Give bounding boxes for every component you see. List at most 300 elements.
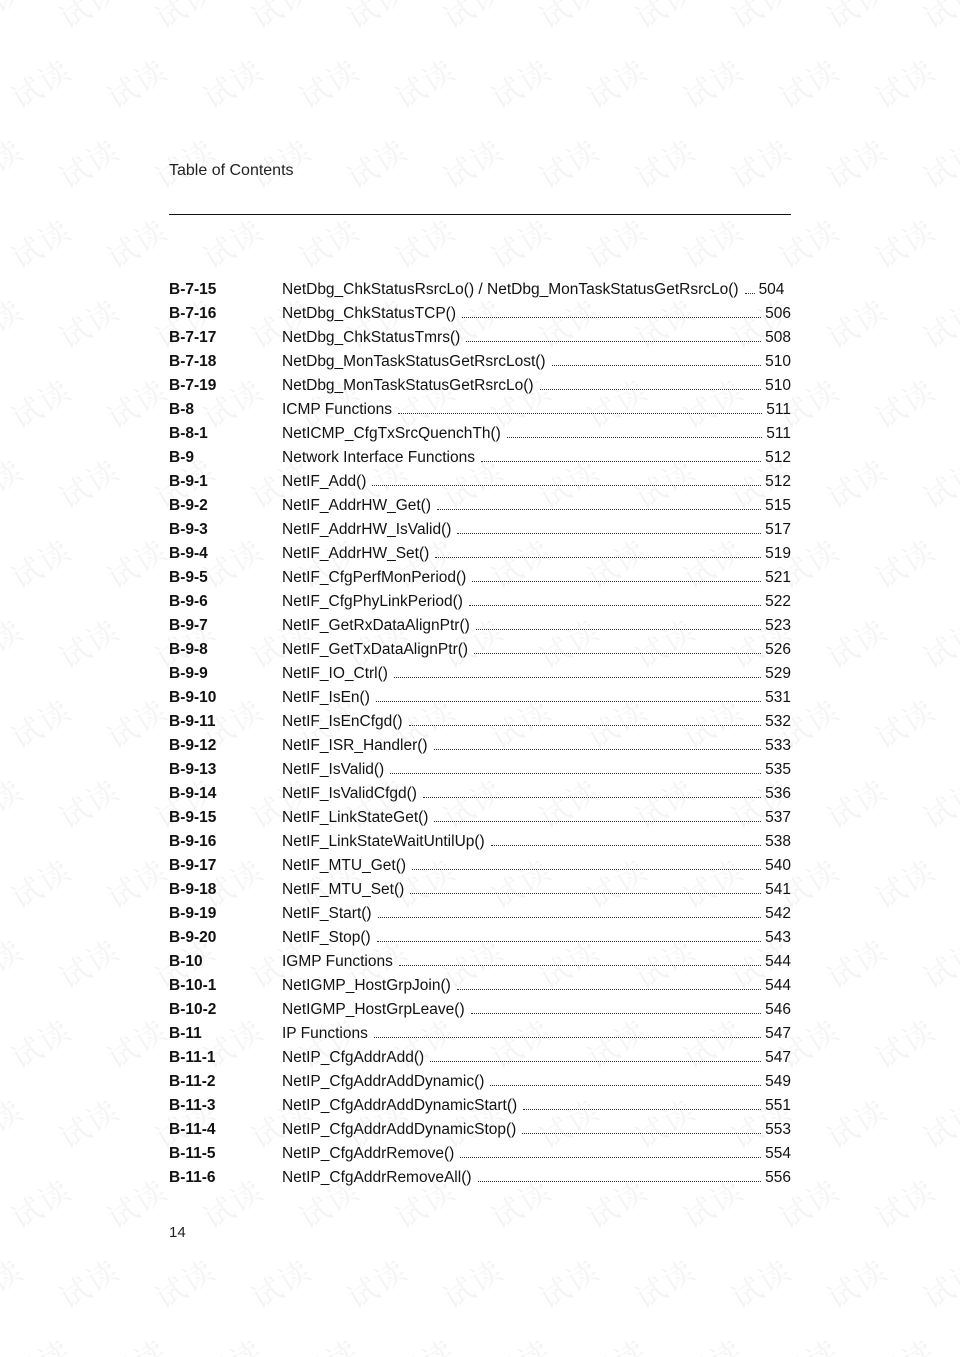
watermark-text xyxy=(193,206,271,277)
watermark-text xyxy=(49,766,127,837)
toc-section-number: B-11 xyxy=(169,1025,202,1042)
watermark-text xyxy=(865,846,943,917)
toc-entry-line xyxy=(282,806,791,830)
watermark-text xyxy=(673,206,751,277)
toc-page-number: 523 xyxy=(765,617,791,634)
toc-section-number: B-7-16 xyxy=(169,305,217,322)
toc-entry-title: NetIF_GetRxDataAlignPtr() xyxy=(282,617,470,634)
toc-entry-title: NetIF_MTU_Set() xyxy=(282,881,405,898)
toc-entry-title: NetIF_Add() xyxy=(282,473,367,490)
table-of-contents xyxy=(169,278,791,1190)
watermark-text xyxy=(721,0,799,38)
toc-section-number: B-10 xyxy=(169,953,203,970)
watermark-text xyxy=(0,926,31,997)
toc-entry[interactable] xyxy=(169,854,791,878)
toc-page-number: 517 xyxy=(765,521,791,538)
toc-entry-line xyxy=(282,470,791,494)
watermark-text xyxy=(0,606,31,677)
toc-page-number: 544 xyxy=(765,977,791,994)
toc-entry[interactable] xyxy=(169,686,791,710)
toc-section-number: B-9 xyxy=(169,449,194,466)
toc-entry-line xyxy=(282,1046,791,1070)
toc-entry-title: NetIP_CfgAddrAdd() xyxy=(282,1049,425,1066)
toc-section-number: B-9-16 xyxy=(169,833,217,850)
toc-entry-line xyxy=(282,1070,791,1094)
toc-section-number: B-9-12 xyxy=(169,737,217,754)
toc-entry-title: NetIF_LinkStateWaitUntilUp() xyxy=(282,833,485,850)
toc-dot-leader xyxy=(466,341,761,342)
toc-section-number: B-9-10 xyxy=(169,689,217,706)
watermark-text xyxy=(865,46,943,117)
watermark-text xyxy=(577,206,655,277)
toc-entry-title: NetIF_IsEn() xyxy=(282,689,370,706)
toc-entry[interactable] xyxy=(169,950,791,974)
watermark-text xyxy=(97,46,175,117)
toc-entry-line xyxy=(282,1142,791,1166)
watermark-text xyxy=(865,526,943,597)
toc-page-number: 535 xyxy=(765,761,791,778)
toc-page-number: 504 xyxy=(758,281,785,298)
toc-entry-title: ICMP Functions xyxy=(282,401,392,418)
watermark-text xyxy=(289,206,367,277)
toc-page-number: 508 xyxy=(765,329,791,346)
watermark-text xyxy=(913,0,960,38)
toc-section-number: B-7-17 xyxy=(169,329,217,346)
watermark-text xyxy=(49,126,127,197)
toc-page-number: 515 xyxy=(765,497,791,514)
toc-section-number: B-9-20 xyxy=(169,929,217,946)
watermark-text xyxy=(529,126,607,197)
toc-entry[interactable] xyxy=(169,878,791,902)
toc-entry[interactable] xyxy=(169,902,791,926)
toc-entry[interactable] xyxy=(169,734,791,758)
toc-dot-leader xyxy=(474,653,761,654)
toc-entry-line xyxy=(282,1118,791,1142)
toc-entry-title: NetIF_Stop() xyxy=(282,929,371,946)
toc-entry-line xyxy=(282,854,791,878)
toc-entry-title: NetIP_CfgAddrAddDynamicStop() xyxy=(282,1121,517,1138)
watermark-text xyxy=(913,126,960,197)
watermark-text xyxy=(817,926,895,997)
toc-dot-leader xyxy=(490,1085,761,1086)
toc-page-number: 511 xyxy=(766,401,791,418)
watermark-text xyxy=(97,1326,175,1357)
watermark-text xyxy=(1,1006,79,1077)
header-divider xyxy=(169,214,791,215)
toc-page-number: 510 xyxy=(765,353,791,370)
toc-entry[interactable] xyxy=(169,758,791,782)
watermark-text xyxy=(913,766,960,837)
watermark-text xyxy=(673,46,751,117)
watermark-text xyxy=(49,606,127,677)
watermark-text xyxy=(577,46,655,117)
toc-entry-title: NetIF_CfgPerfMonPeriod() xyxy=(282,569,467,586)
watermark-text xyxy=(49,446,127,517)
toc-entry-title: NetDbg_ChkStatusRsrcLo() / NetDbg_MonTaskStatusGetRsrcLo() xyxy=(282,281,739,298)
watermark-text xyxy=(97,366,175,437)
watermark-text xyxy=(49,1086,127,1157)
toc-entry-title: NetIP_CfgAddrAddDynamicStart() xyxy=(282,1097,518,1114)
toc-page-number: 541 xyxy=(765,881,791,898)
watermark-text xyxy=(385,1326,463,1357)
toc-entry-title: NetIF_Start() xyxy=(282,905,372,922)
toc-entry-title: NetDbg_MonTaskStatusGetRsrcLost() xyxy=(282,353,546,370)
toc-dot-leader xyxy=(540,389,762,390)
toc-entry[interactable] xyxy=(169,590,791,614)
toc-entry[interactable] xyxy=(169,494,791,518)
toc-entry[interactable] xyxy=(169,710,791,734)
toc-entry-line xyxy=(282,614,791,638)
toc-entry-line xyxy=(282,446,791,470)
toc-entry-line xyxy=(282,302,791,326)
toc-section-number: B-9-18 xyxy=(169,881,217,898)
toc-section-number: B-9-19 xyxy=(169,905,217,922)
toc-entry[interactable] xyxy=(169,1118,791,1142)
toc-entry[interactable] xyxy=(169,446,791,470)
toc-page-number: 522 xyxy=(765,593,791,610)
toc-dot-leader xyxy=(377,941,761,942)
watermark-text xyxy=(0,1246,31,1317)
watermark-text xyxy=(385,46,463,117)
toc-section-number: B-9-17 xyxy=(169,857,217,874)
toc-page-number: 540 xyxy=(765,857,791,874)
toc-section-number: B-9-15 xyxy=(169,809,217,826)
toc-section-number: B-7-15 xyxy=(169,281,217,298)
toc-section-number: B-9-8 xyxy=(169,641,208,658)
watermark-text xyxy=(433,0,511,38)
toc-entry-title: NetDbg_ChkStatusTCP() xyxy=(282,305,457,322)
toc-entry-title: NetIP_CfgAddrRemove() xyxy=(282,1145,455,1162)
toc-entry[interactable] xyxy=(169,1046,791,1070)
watermark-text xyxy=(721,1246,799,1317)
toc-entry[interactable] xyxy=(169,1022,791,1046)
watermark-text xyxy=(337,1246,415,1317)
toc-section-number: B-9-13 xyxy=(169,761,217,778)
toc-dot-leader xyxy=(471,1013,762,1014)
watermark-text xyxy=(337,0,415,38)
toc-section-number: B-9-2 xyxy=(169,497,208,514)
toc-page-number: 537 xyxy=(765,809,791,826)
watermark-text xyxy=(1,526,79,597)
watermark-text xyxy=(913,1246,960,1317)
watermark-text xyxy=(913,1086,960,1157)
toc-section-number: B-11-1 xyxy=(169,1049,216,1066)
toc-page-number: 531 xyxy=(765,689,791,706)
toc-dot-leader xyxy=(412,869,761,870)
toc-dot-leader xyxy=(472,581,761,582)
toc-dot-leader xyxy=(423,797,761,798)
watermark-text xyxy=(0,0,31,38)
toc-dot-leader xyxy=(462,317,761,318)
watermark-text xyxy=(97,846,175,917)
watermark-text xyxy=(625,0,703,38)
toc-entry[interactable] xyxy=(169,926,791,950)
toc-entry-line xyxy=(282,974,791,998)
toc-entry-title: IP Functions xyxy=(282,1025,368,1042)
watermark-text xyxy=(817,1086,895,1157)
toc-page-number: 512 xyxy=(765,473,791,490)
toc-dot-leader xyxy=(434,749,762,750)
toc-section-number: B-9-9 xyxy=(169,665,208,682)
toc-dot-leader xyxy=(523,1109,761,1110)
watermark-text xyxy=(577,1326,655,1357)
toc-section-number: B-11-6 xyxy=(169,1169,216,1186)
watermark-text xyxy=(0,1086,31,1157)
watermark-text xyxy=(1,1166,79,1237)
toc-entry[interactable] xyxy=(169,614,791,638)
toc-dot-leader xyxy=(378,917,762,918)
toc-entry[interactable] xyxy=(169,398,791,422)
toc-entry-line xyxy=(282,422,791,446)
toc-entry[interactable] xyxy=(169,302,791,326)
watermark-text xyxy=(49,0,127,38)
toc-entry-line xyxy=(282,998,791,1022)
toc-section-number: B-9-4 xyxy=(169,545,208,562)
toc-dot-leader xyxy=(491,845,761,846)
toc-section-number: B-9-3 xyxy=(169,521,208,538)
watermark-text xyxy=(433,126,511,197)
toc-entry[interactable] xyxy=(169,470,791,494)
watermark-text xyxy=(0,446,31,517)
toc-entry-line xyxy=(282,542,791,566)
toc-section-number: B-11-4 xyxy=(169,1121,216,1138)
toc-entry-title: NetIF_IO_Ctrl() xyxy=(282,665,388,682)
toc-page-number: 549 xyxy=(765,1073,791,1090)
toc-entry[interactable] xyxy=(169,518,791,542)
watermark-text xyxy=(97,206,175,277)
toc-entry-line xyxy=(282,278,791,302)
toc-section-number: B-9-1 xyxy=(169,473,208,490)
toc-dot-leader xyxy=(437,509,761,510)
toc-dot-leader xyxy=(410,893,761,894)
toc-dot-leader xyxy=(372,485,761,486)
watermark-text xyxy=(481,1326,559,1357)
toc-section-number: B-8-1 xyxy=(169,425,208,442)
watermark-text xyxy=(481,206,559,277)
toc-entry-title: NetIF_IsEnCfgd() xyxy=(282,713,403,730)
toc-page-number: 538 xyxy=(765,833,791,850)
toc-page-number: 533 xyxy=(765,737,791,754)
watermark-text xyxy=(49,926,127,997)
toc-entry-line xyxy=(282,950,791,974)
watermark-text xyxy=(913,286,960,357)
watermark-text xyxy=(769,46,847,117)
toc-section-number: B-9-11 xyxy=(169,713,216,730)
toc-page-number: 519 xyxy=(765,545,791,562)
toc-entry-line xyxy=(282,1022,791,1046)
toc-page-number: 553 xyxy=(765,1121,791,1138)
toc-dot-leader xyxy=(745,293,755,294)
toc-dot-leader xyxy=(435,557,761,558)
watermark-text xyxy=(817,126,895,197)
watermark-text xyxy=(673,1326,751,1357)
toc-page-number: 542 xyxy=(765,905,791,922)
toc-dot-leader xyxy=(399,965,761,966)
toc-entry[interactable] xyxy=(169,1142,791,1166)
toc-section-number: B-11-5 xyxy=(169,1145,216,1162)
toc-page-number: 506 xyxy=(765,305,791,322)
watermark-text xyxy=(49,286,127,357)
toc-entry-line xyxy=(282,1166,791,1190)
toc-dot-leader xyxy=(409,725,762,726)
watermark-text xyxy=(0,286,31,357)
toc-entry-line xyxy=(282,566,791,590)
toc-entry-title: NetIF_CfgPhyLinkPeriod() xyxy=(282,593,463,610)
watermark-text xyxy=(865,1006,943,1077)
toc-entry-line xyxy=(282,494,791,518)
toc-page-number: 543 xyxy=(765,929,791,946)
toc-section-number: B-7-18 xyxy=(169,353,217,370)
watermark-text xyxy=(0,766,31,837)
toc-section-number: B-11-2 xyxy=(169,1073,216,1090)
toc-entry-line xyxy=(282,782,791,806)
toc-entry[interactable] xyxy=(169,350,791,374)
toc-entry[interactable] xyxy=(169,1070,791,1094)
watermark-text xyxy=(241,1246,319,1317)
toc-entry-line xyxy=(282,398,791,422)
toc-entry[interactable] xyxy=(169,1166,791,1190)
toc-dot-leader xyxy=(398,413,762,414)
watermark-text xyxy=(913,446,960,517)
toc-section-number: B-7-19 xyxy=(169,377,217,394)
watermark-text xyxy=(721,126,799,197)
toc-entry[interactable] xyxy=(169,782,791,806)
toc-dot-leader xyxy=(481,461,761,462)
watermark-text xyxy=(193,46,271,117)
toc-dot-leader xyxy=(430,1061,761,1062)
toc-page-number: 547 xyxy=(765,1049,791,1066)
toc-entry[interactable] xyxy=(169,830,791,854)
watermark-text xyxy=(817,0,895,38)
toc-entry-line xyxy=(282,758,791,782)
watermark-text xyxy=(625,126,703,197)
toc-entry-title: NetIF_MTU_Get() xyxy=(282,857,407,874)
toc-section-number: B-9-5 xyxy=(169,569,208,586)
toc-page-number: 512 xyxy=(765,449,791,466)
toc-dot-leader xyxy=(434,821,761,822)
toc-entry[interactable] xyxy=(169,566,791,590)
watermark-text xyxy=(817,766,895,837)
toc-entry-title: NetIF_ISR_Handler() xyxy=(282,737,428,754)
watermark-text xyxy=(0,126,31,197)
toc-entry[interactable] xyxy=(169,326,791,350)
toc-section-number: B-10-1 xyxy=(169,977,217,994)
toc-entry-line xyxy=(282,638,791,662)
watermark-text xyxy=(385,206,463,277)
toc-page-number: 551 xyxy=(765,1097,791,1114)
toc-entry[interactable] xyxy=(169,662,791,686)
toc-entry-title: NetDbg_MonTaskStatusGetRsrcLo() xyxy=(282,377,534,394)
watermark-text xyxy=(97,1006,175,1077)
toc-dot-leader xyxy=(552,365,762,366)
watermark-text xyxy=(817,446,895,517)
watermark-text xyxy=(817,606,895,677)
toc-entry-title: NetIGMP_HostGrpJoin() xyxy=(282,977,451,994)
toc-section-number: B-9-7 xyxy=(169,617,208,634)
watermark-text xyxy=(433,1246,511,1317)
toc-entry[interactable] xyxy=(169,278,791,302)
toc-entry-title: NetIP_CfgAddrAddDynamic() xyxy=(282,1073,485,1090)
toc-dot-leader xyxy=(376,701,761,702)
toc-entry-title: NetIF_IsValidCfgd() xyxy=(282,785,417,802)
watermark-text xyxy=(529,1246,607,1317)
toc-dot-leader xyxy=(390,773,761,774)
watermark-text xyxy=(145,0,223,38)
toc-entry-title: Network Interface Functions xyxy=(282,449,475,466)
watermark-text xyxy=(337,126,415,197)
watermark-text xyxy=(625,1246,703,1317)
toc-entry-line xyxy=(282,374,791,398)
toc-entry-title: NetIP_CfgAddrRemoveAll() xyxy=(282,1169,472,1186)
toc-dot-leader xyxy=(522,1133,761,1134)
toc-dot-leader xyxy=(478,1181,762,1182)
toc-entry-title: NetIF_AddrHW_Get() xyxy=(282,497,432,514)
toc-section-number: B-9-6 xyxy=(169,593,208,610)
toc-entry[interactable] xyxy=(169,974,791,998)
toc-entry[interactable] xyxy=(169,806,791,830)
toc-entry-line xyxy=(282,878,791,902)
toc-entry[interactable] xyxy=(169,422,791,446)
toc-dot-leader xyxy=(374,1037,761,1038)
watermark-text xyxy=(97,686,175,757)
toc-section-number: B-9-14 xyxy=(169,785,217,802)
watermark-text xyxy=(865,206,943,277)
toc-entry[interactable] xyxy=(169,542,791,566)
toc-entry-title: NetIGMP_HostGrpLeave() xyxy=(282,1001,465,1018)
toc-entry-line xyxy=(282,590,791,614)
toc-entry-line xyxy=(282,326,791,350)
toc-entry-line xyxy=(282,710,791,734)
watermark-text xyxy=(769,206,847,277)
watermark-text xyxy=(865,366,943,437)
toc-dot-leader xyxy=(460,1157,761,1158)
toc-entry-title: NetIF_AddrHW_IsValid() xyxy=(282,521,452,538)
toc-entry-line xyxy=(282,1094,791,1118)
toc-entry[interactable] xyxy=(169,998,791,1022)
watermark-text xyxy=(1,46,79,117)
watermark-text xyxy=(817,286,895,357)
toc-page-number: 547 xyxy=(765,1025,791,1042)
toc-entry-title: NetIF_GetTxDataAlignPtr() xyxy=(282,641,469,658)
toc-entry-line xyxy=(282,350,791,374)
toc-section-number: B-8 xyxy=(169,401,194,418)
toc-page-number: 536 xyxy=(765,785,791,802)
watermark-text xyxy=(529,0,607,38)
toc-entry[interactable] xyxy=(169,374,791,398)
toc-dot-leader xyxy=(457,533,761,534)
watermark-text xyxy=(913,606,960,677)
watermark-text xyxy=(97,526,175,597)
toc-entry[interactable] xyxy=(169,638,791,662)
toc-entry-title: NetIF_AddrHW_Set() xyxy=(282,545,430,562)
watermark-text xyxy=(1,846,79,917)
watermark-text xyxy=(97,1166,175,1237)
toc-entry-line xyxy=(282,902,791,926)
toc-page-number: 532 xyxy=(765,713,791,730)
toc-entry[interactable] xyxy=(169,1094,791,1118)
toc-entry-line xyxy=(282,662,791,686)
toc-entry-title: NetIF_LinkStateGet() xyxy=(282,809,429,826)
toc-entry-title: IGMP Functions xyxy=(282,953,393,970)
toc-entry-title: NetIF_IsValid() xyxy=(282,761,385,778)
toc-dot-leader xyxy=(457,989,761,990)
toc-page-number: 529 xyxy=(765,665,791,682)
toc-entry-line xyxy=(282,830,791,854)
watermark-text xyxy=(817,1246,895,1317)
toc-entry-line xyxy=(282,926,791,950)
toc-page-number: 526 xyxy=(765,641,791,658)
watermark-text xyxy=(1,686,79,757)
